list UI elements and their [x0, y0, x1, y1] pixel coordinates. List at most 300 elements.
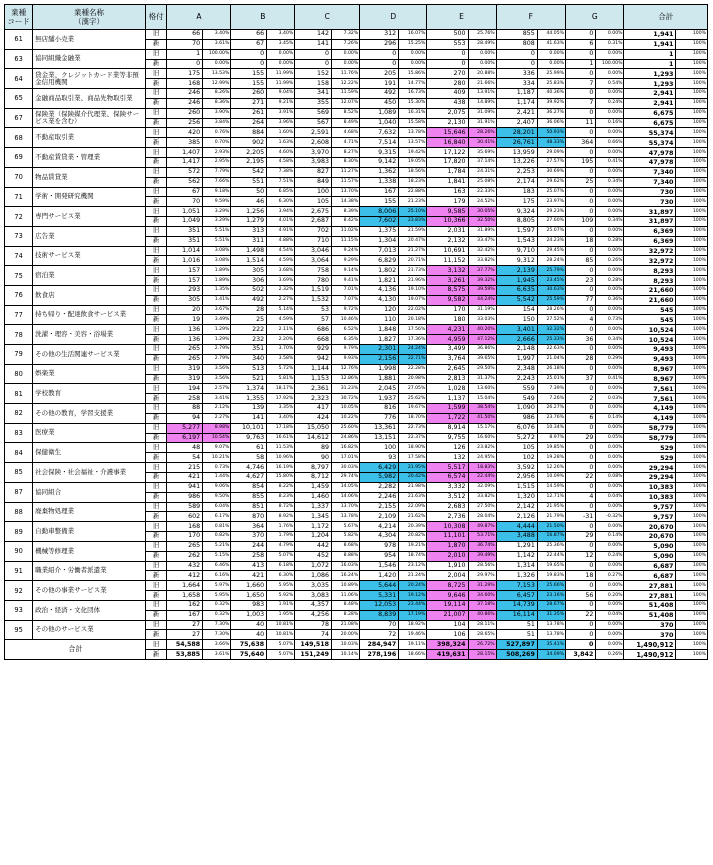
percent-cell: 10.09% [537, 472, 565, 482]
percent-cell: 21.79% [537, 512, 565, 522]
total-percent-cell: 100% [676, 522, 708, 532]
industry-code: 73 [5, 226, 33, 246]
percent-cell: 27.52% [537, 315, 565, 325]
percent-cell: 50.93% [537, 128, 565, 138]
percent-cell: 4.68% [332, 128, 360, 138]
count-cell: 265 [167, 354, 203, 364]
count-cell: 27 [167, 630, 203, 640]
count-cell: 313 [231, 226, 267, 236]
percent-cell: 49.87% [468, 522, 496, 532]
total-percent-cell: 100% [676, 325, 708, 335]
percent-cell: 13.70% [332, 502, 360, 512]
percent-cell: 19.83% [537, 571, 565, 581]
count-cell: 155 [360, 197, 399, 207]
old-label: 旧 [145, 423, 167, 433]
count-cell: 4,444 [496, 522, 537, 532]
percent-cell: 11.02% [332, 226, 360, 236]
percent-cell: 27.57% [537, 157, 565, 167]
count-cell: 12 [566, 551, 596, 561]
percent-cell: 2.93% [203, 148, 231, 158]
count-cell: 27 [167, 620, 203, 630]
count-cell: 1,945 [496, 276, 537, 286]
count-cell: 2,407 [496, 118, 537, 128]
percent-cell: 5.14% [267, 305, 295, 315]
count-cell: 19,114 [427, 600, 468, 610]
percent-cell: 16.07% [399, 30, 427, 40]
table-row [5, 364, 708, 374]
count-cell: 6,635 [496, 285, 537, 295]
new-label: 新 [145, 512, 167, 522]
count-cell: 154 [496, 305, 537, 315]
new-label: 新 [145, 433, 167, 443]
count-cell: 180 [427, 315, 468, 325]
percent-cell: 14.77% [399, 79, 427, 89]
old-label: 旧 [145, 561, 167, 571]
count-cell: 271 [231, 98, 267, 108]
count-cell: 0 [566, 325, 596, 335]
count-cell: 11,152 [427, 256, 468, 266]
count-cell: 513 [231, 364, 267, 374]
count-cell: 100 [295, 187, 332, 197]
percent-cell: 10.46% [332, 315, 360, 325]
old-label: 旧 [145, 640, 167, 650]
industry-name: 学校教育 [33, 384, 146, 404]
old-label: 旧 [145, 522, 167, 532]
total-count-cell: 32,972 [624, 256, 676, 266]
header-col-e: E [427, 5, 496, 30]
count-cell: 141 [231, 413, 267, 423]
total-percent-cell: 100% [676, 138, 708, 148]
percent-cell: 0.00% [537, 59, 565, 69]
percent-cell: 21.62% [399, 512, 427, 522]
percent-cell: 16.60% [468, 433, 496, 443]
count-cell: 341 [295, 89, 332, 99]
industry-name: 保健衛生 [33, 443, 146, 463]
table-row [5, 620, 708, 630]
percent-cell: 0.04% [596, 492, 624, 502]
percent-cell: 4.91% [267, 226, 295, 236]
percent-cell: 39.59% [468, 285, 496, 295]
percent-cell: 17.56% [399, 325, 427, 335]
total-count-cell: 2,941 [624, 98, 676, 108]
count-cell: 0 [167, 59, 203, 69]
percent-cell: 3.91% [267, 108, 295, 118]
total-count-cell: 21,660 [624, 285, 676, 295]
count-cell: 0 [566, 285, 596, 295]
percent-cell: 11.27% [332, 167, 360, 177]
count-cell: 686 [295, 325, 332, 335]
table-row [5, 423, 708, 433]
table-row [5, 69, 708, 79]
total-count-cell: 9,493 [624, 354, 676, 364]
count-cell: 0 [566, 148, 596, 158]
percent-cell: 1.79% [267, 532, 295, 542]
total-count-cell: 730 [624, 187, 676, 197]
total-count-cell: 6,687 [624, 561, 676, 571]
total-count-cell: 10,524 [624, 335, 676, 345]
old-label: 旧 [145, 148, 167, 158]
percent-cell: 33.82% [468, 256, 496, 266]
count-cell: 1,532 [295, 295, 332, 305]
new-label: 新 [145, 630, 167, 640]
new-label: 新 [145, 472, 167, 482]
count-cell: 105 [496, 443, 537, 453]
count-cell: 2,683 [427, 502, 468, 512]
count-cell: 15,646 [427, 128, 468, 138]
percent-cell: 34.60% [468, 591, 496, 601]
count-cell: 9,582 [427, 295, 468, 305]
percent-cell: 19.11% [399, 640, 427, 650]
total-percent-cell: 100% [676, 502, 708, 512]
percent-cell: 19.10% [399, 285, 427, 295]
percent-cell: 13.91% [468, 89, 496, 99]
total-count-cell: 6,675 [624, 118, 676, 128]
count-cell: 0 [566, 561, 596, 571]
industry-name: 協同組織金融業 [33, 49, 146, 69]
count-cell: 167 [360, 187, 399, 197]
percent-cell: 20.71% [399, 256, 427, 266]
count-cell: 151,249 [295, 650, 332, 660]
industry-code: 95 [5, 620, 33, 640]
percent-cell: 0.14% [596, 532, 624, 542]
count-cell: 175 [167, 69, 203, 79]
percent-cell: 11.06% [332, 591, 360, 601]
percent-cell: 0.00% [596, 384, 624, 394]
percent-cell: 7.51% [267, 177, 295, 187]
industry-name: 医療業 [33, 423, 146, 443]
percent-cell: 3.08% [203, 246, 231, 256]
new-label: 新 [145, 217, 167, 227]
count-cell: 6 [566, 39, 596, 49]
percent-cell: 9.07% [203, 443, 231, 453]
count-cell: 2,174 [496, 177, 537, 187]
old-label: 旧 [145, 226, 167, 236]
percent-cell: 24.52% [468, 197, 496, 207]
count-cell: 37 [566, 374, 596, 384]
count-cell: 2,813 [427, 374, 468, 384]
percent-cell: 3.56% [203, 364, 231, 374]
percent-cell: 7.39% [537, 384, 565, 394]
total-count-cell: 1,941 [624, 30, 676, 40]
count-cell: 10,691 [427, 246, 468, 256]
percent-cell: 0.00% [596, 266, 624, 276]
new-label: 新 [145, 39, 167, 49]
header-rating: 格付 [145, 5, 167, 30]
count-cell: 191 [360, 79, 399, 89]
count-cell: 2,205 [231, 148, 267, 158]
percent-cell: 0.66% [596, 138, 624, 148]
percent-cell: 0.03% [596, 394, 624, 404]
percent-cell: 25.99% [537, 69, 565, 79]
percent-cell: 4.79% [267, 541, 295, 551]
old-label: 旧 [145, 187, 167, 197]
percent-cell: 6.04% [203, 502, 231, 512]
percent-cell: 100.00% [596, 59, 624, 69]
percent-cell: 16.19% [267, 463, 295, 473]
old-label: 旧 [145, 364, 167, 374]
total-percent-cell: 100% [676, 650, 708, 660]
industry-code: 70 [5, 167, 33, 187]
count-cell: 3,592 [496, 463, 537, 473]
percent-cell: 0.31% [596, 39, 624, 49]
count-cell: 1,326 [496, 571, 537, 581]
industry-name: その他のサービス業 [33, 620, 146, 640]
count-cell: 7,514 [360, 138, 399, 148]
percent-cell: 7.30% [203, 620, 231, 630]
count-cell: 0 [566, 630, 596, 640]
total-percent-cell: 100% [676, 443, 708, 453]
percent-cell: 5.81% [267, 374, 295, 384]
count-cell: 827 [295, 167, 332, 177]
count-cell: 1,187 [496, 89, 537, 99]
count-cell: 15,050 [295, 423, 332, 433]
percent-cell: 23.12% [399, 561, 427, 571]
count-cell: 5,982 [360, 472, 399, 482]
percent-cell: 0.00% [332, 59, 360, 69]
percent-cell: 4.71% [332, 138, 360, 148]
percent-cell: 10.96% [267, 453, 295, 463]
percent-cell: 32.09% [468, 482, 496, 492]
count-cell: 954 [360, 551, 399, 561]
header-col-f: F [496, 5, 565, 30]
percent-cell: 3.41% [203, 394, 231, 404]
percent-cell: 20.82% [399, 532, 427, 542]
total-percent-cell: 100% [676, 364, 708, 374]
count-cell: 870 [231, 512, 267, 522]
percent-cell: 25.76% [468, 30, 496, 40]
percent-cell: 21.96% [399, 276, 427, 286]
count-cell: 419,631 [427, 650, 468, 660]
percent-cell: 0.73% [203, 463, 231, 473]
percent-cell: 17.18% [267, 423, 295, 433]
percent-cell: 8.98% [203, 423, 231, 433]
count-cell: 72 [360, 630, 399, 640]
count-cell: 284,947 [360, 640, 399, 650]
count-cell: 2,010 [427, 551, 468, 561]
count-cell: 1,016 [167, 256, 203, 266]
count-cell: 100 [360, 443, 399, 453]
old-label: 旧 [145, 167, 167, 177]
total-count-cell: 7,561 [624, 384, 676, 394]
industry-code: 80 [5, 364, 33, 384]
count-cell: 1,072 [295, 561, 332, 571]
new-label: 新 [145, 79, 167, 89]
count-cell: 4,746 [231, 463, 267, 473]
percent-cell: 0.32% [203, 600, 231, 610]
count-cell: 0 [295, 59, 332, 69]
percent-cell: 26.27% [537, 404, 565, 414]
total-percent-cell: 100% [676, 108, 708, 118]
count-cell: 855 [231, 492, 267, 502]
count-cell: 1,040 [360, 118, 399, 128]
percent-cell: 10.81% [267, 620, 295, 630]
total-percent-cell: 100% [676, 266, 708, 276]
percent-cell: 40.36% [537, 89, 565, 99]
count-cell: 54 [167, 453, 203, 463]
industry-name: 技術サービス業 [33, 246, 146, 266]
industry-name: 貸金業、クレジットカード業等非預金信用機関 [33, 69, 146, 89]
count-cell: 46 [231, 197, 267, 207]
count-cell: 6,197 [167, 433, 203, 443]
count-cell: 0 [566, 640, 596, 650]
count-cell: 1,345 [295, 512, 332, 522]
total-count-cell: 51,408 [624, 600, 676, 610]
percent-cell: 5.15% [203, 551, 231, 561]
count-cell: 4,959 [427, 335, 468, 345]
count-cell: 412 [167, 571, 203, 581]
percent-cell: 5.82% [332, 532, 360, 542]
percent-cell: 29.50% [468, 364, 496, 374]
count-cell: 1,937 [360, 394, 399, 404]
percent-cell: 100.00% [203, 49, 231, 59]
count-cell: 0 [566, 482, 596, 492]
percent-cell: 30.72% [332, 394, 360, 404]
count-cell: 710 [295, 236, 332, 246]
industry-name: 洗濯・理容・美容・浴場業 [33, 325, 146, 345]
percent-cell: 28.26% [468, 128, 496, 138]
count-cell: 340 [231, 354, 267, 364]
percent-cell: 24.31% [468, 167, 496, 177]
count-cell: 3,499 [427, 345, 468, 355]
old-label: 旧 [145, 246, 167, 256]
table-row [5, 226, 708, 236]
percent-cell: 21.08% [332, 620, 360, 630]
industry-name: その他の教育，学習支援業 [33, 404, 146, 424]
percent-cell: 0.00% [596, 30, 624, 40]
percent-cell: 6.35% [332, 335, 360, 345]
count-cell: 0 [566, 541, 596, 551]
total-count-cell: 2,941 [624, 89, 676, 99]
percent-cell: 22.44% [537, 551, 565, 561]
percent-cell: 14.05% [332, 482, 360, 492]
total-percent-cell: 100% [676, 69, 708, 79]
percent-cell: 3.90% [203, 108, 231, 118]
percent-cell: 28.11% [468, 620, 496, 630]
total-percent-cell: 100% [676, 482, 708, 492]
new-label: 新 [145, 354, 167, 364]
percent-cell: 22.88% [399, 187, 427, 197]
count-cell: 17,122 [427, 148, 468, 158]
percent-cell: 0.00% [267, 49, 295, 59]
percent-cell: 36.06% [537, 118, 565, 128]
count-cell: 0 [566, 522, 596, 532]
industry-code: 67 [5, 108, 33, 128]
percent-cell: 19.42% [399, 148, 427, 158]
old-label: 旧 [145, 345, 167, 355]
percent-cell: 0.14% [596, 413, 624, 423]
percent-cell: 8.49% [332, 118, 360, 128]
count-cell: 0 [566, 384, 596, 394]
percent-cell: 14.89% [468, 98, 496, 108]
count-cell: 1,546 [360, 561, 399, 571]
percent-cell: 3.66% [203, 640, 231, 650]
total-percent-cell: 100% [676, 551, 708, 561]
old-label: 旧 [145, 443, 167, 453]
industry-code: 90 [5, 541, 33, 561]
total-count-cell: 1 [624, 49, 676, 59]
percent-cell: 19.67% [399, 404, 427, 414]
percent-cell: 3.35% [267, 404, 295, 414]
percent-cell: 10.22% [332, 413, 360, 423]
count-cell: 9,763 [231, 433, 267, 443]
percent-cell: 8.23% [267, 492, 295, 502]
count-cell: 1,089 [360, 108, 399, 118]
count-cell: 150 [496, 315, 537, 325]
percent-cell: 24.95% [468, 453, 496, 463]
table-row [5, 463, 708, 473]
percent-cell: 0.00% [596, 226, 624, 236]
percent-cell: 5.95% [203, 591, 231, 601]
old-label: 旧 [145, 600, 167, 610]
count-cell: 942 [295, 354, 332, 364]
percent-cell: 0.26% [596, 256, 624, 266]
percent-cell: 20.42% [399, 472, 427, 482]
percent-cell: 18.83% [468, 463, 496, 473]
count-cell: 105 [295, 197, 332, 207]
header-name: 業種名称 （漢字） [33, 5, 146, 30]
total-count-cell: 6,369 [624, 236, 676, 246]
percent-cell: 3.56% [203, 374, 231, 384]
total-count-cell: 47,978 [624, 148, 676, 158]
total-count-cell: 545 [624, 305, 676, 315]
total-count-cell: 545 [624, 315, 676, 325]
percent-cell: 25.83% [537, 79, 565, 89]
count-cell: 51 [496, 630, 537, 640]
percent-cell: 20.98% [399, 374, 427, 384]
percent-cell: 10.89% [332, 581, 360, 591]
count-cell: 264 [231, 118, 267, 128]
count-cell: 2,301 [360, 345, 399, 355]
count-cell: 2,361 [295, 384, 332, 394]
count-cell: 2,282 [360, 482, 399, 492]
count-cell: 28 [231, 305, 267, 315]
industry-code: 88 [5, 502, 33, 522]
count-cell: 75,640 [231, 650, 267, 660]
percent-cell: 0.00% [203, 59, 231, 69]
new-label: 新 [145, 138, 167, 148]
percent-cell: 7.66% [203, 177, 231, 187]
percent-cell: 37.18% [468, 600, 496, 610]
industry-name: 飲食店 [33, 285, 146, 305]
industry-name: 学術・開発研究機関 [33, 187, 146, 207]
count-cell: 0 [566, 226, 596, 236]
percent-cell: 39.65% [468, 354, 496, 364]
count-cell: 66 [231, 30, 267, 40]
percent-cell: 29.74% [332, 472, 360, 482]
count-cell: 70 [167, 197, 203, 207]
industry-name: 不動産賃貸業・管理業 [33, 148, 146, 168]
percent-cell: 37.77% [468, 266, 496, 276]
count-cell: 280 [427, 79, 468, 89]
count-cell: 3,983 [295, 157, 332, 167]
total-label: 合計 [5, 640, 146, 660]
industry-code: 78 [5, 325, 33, 345]
count-cell: 2,243 [496, 374, 537, 384]
percent-cell: 18.74% [399, 551, 427, 561]
industry-code: 91 [5, 561, 33, 581]
count-cell: 1,375 [360, 226, 399, 236]
percent-cell: 0.29% [596, 354, 624, 364]
count-cell: 54,588 [167, 640, 203, 650]
old-label: 旧 [145, 30, 167, 40]
percent-cell: 8.68% [332, 541, 360, 551]
count-cell: 7,602 [360, 217, 399, 227]
percent-cell: 3.69% [267, 276, 295, 286]
count-cell: 6,457 [496, 591, 537, 601]
percent-cell: 0.00% [596, 502, 624, 512]
count-cell: 0 [360, 59, 399, 69]
count-cell: 13,226 [496, 157, 537, 167]
